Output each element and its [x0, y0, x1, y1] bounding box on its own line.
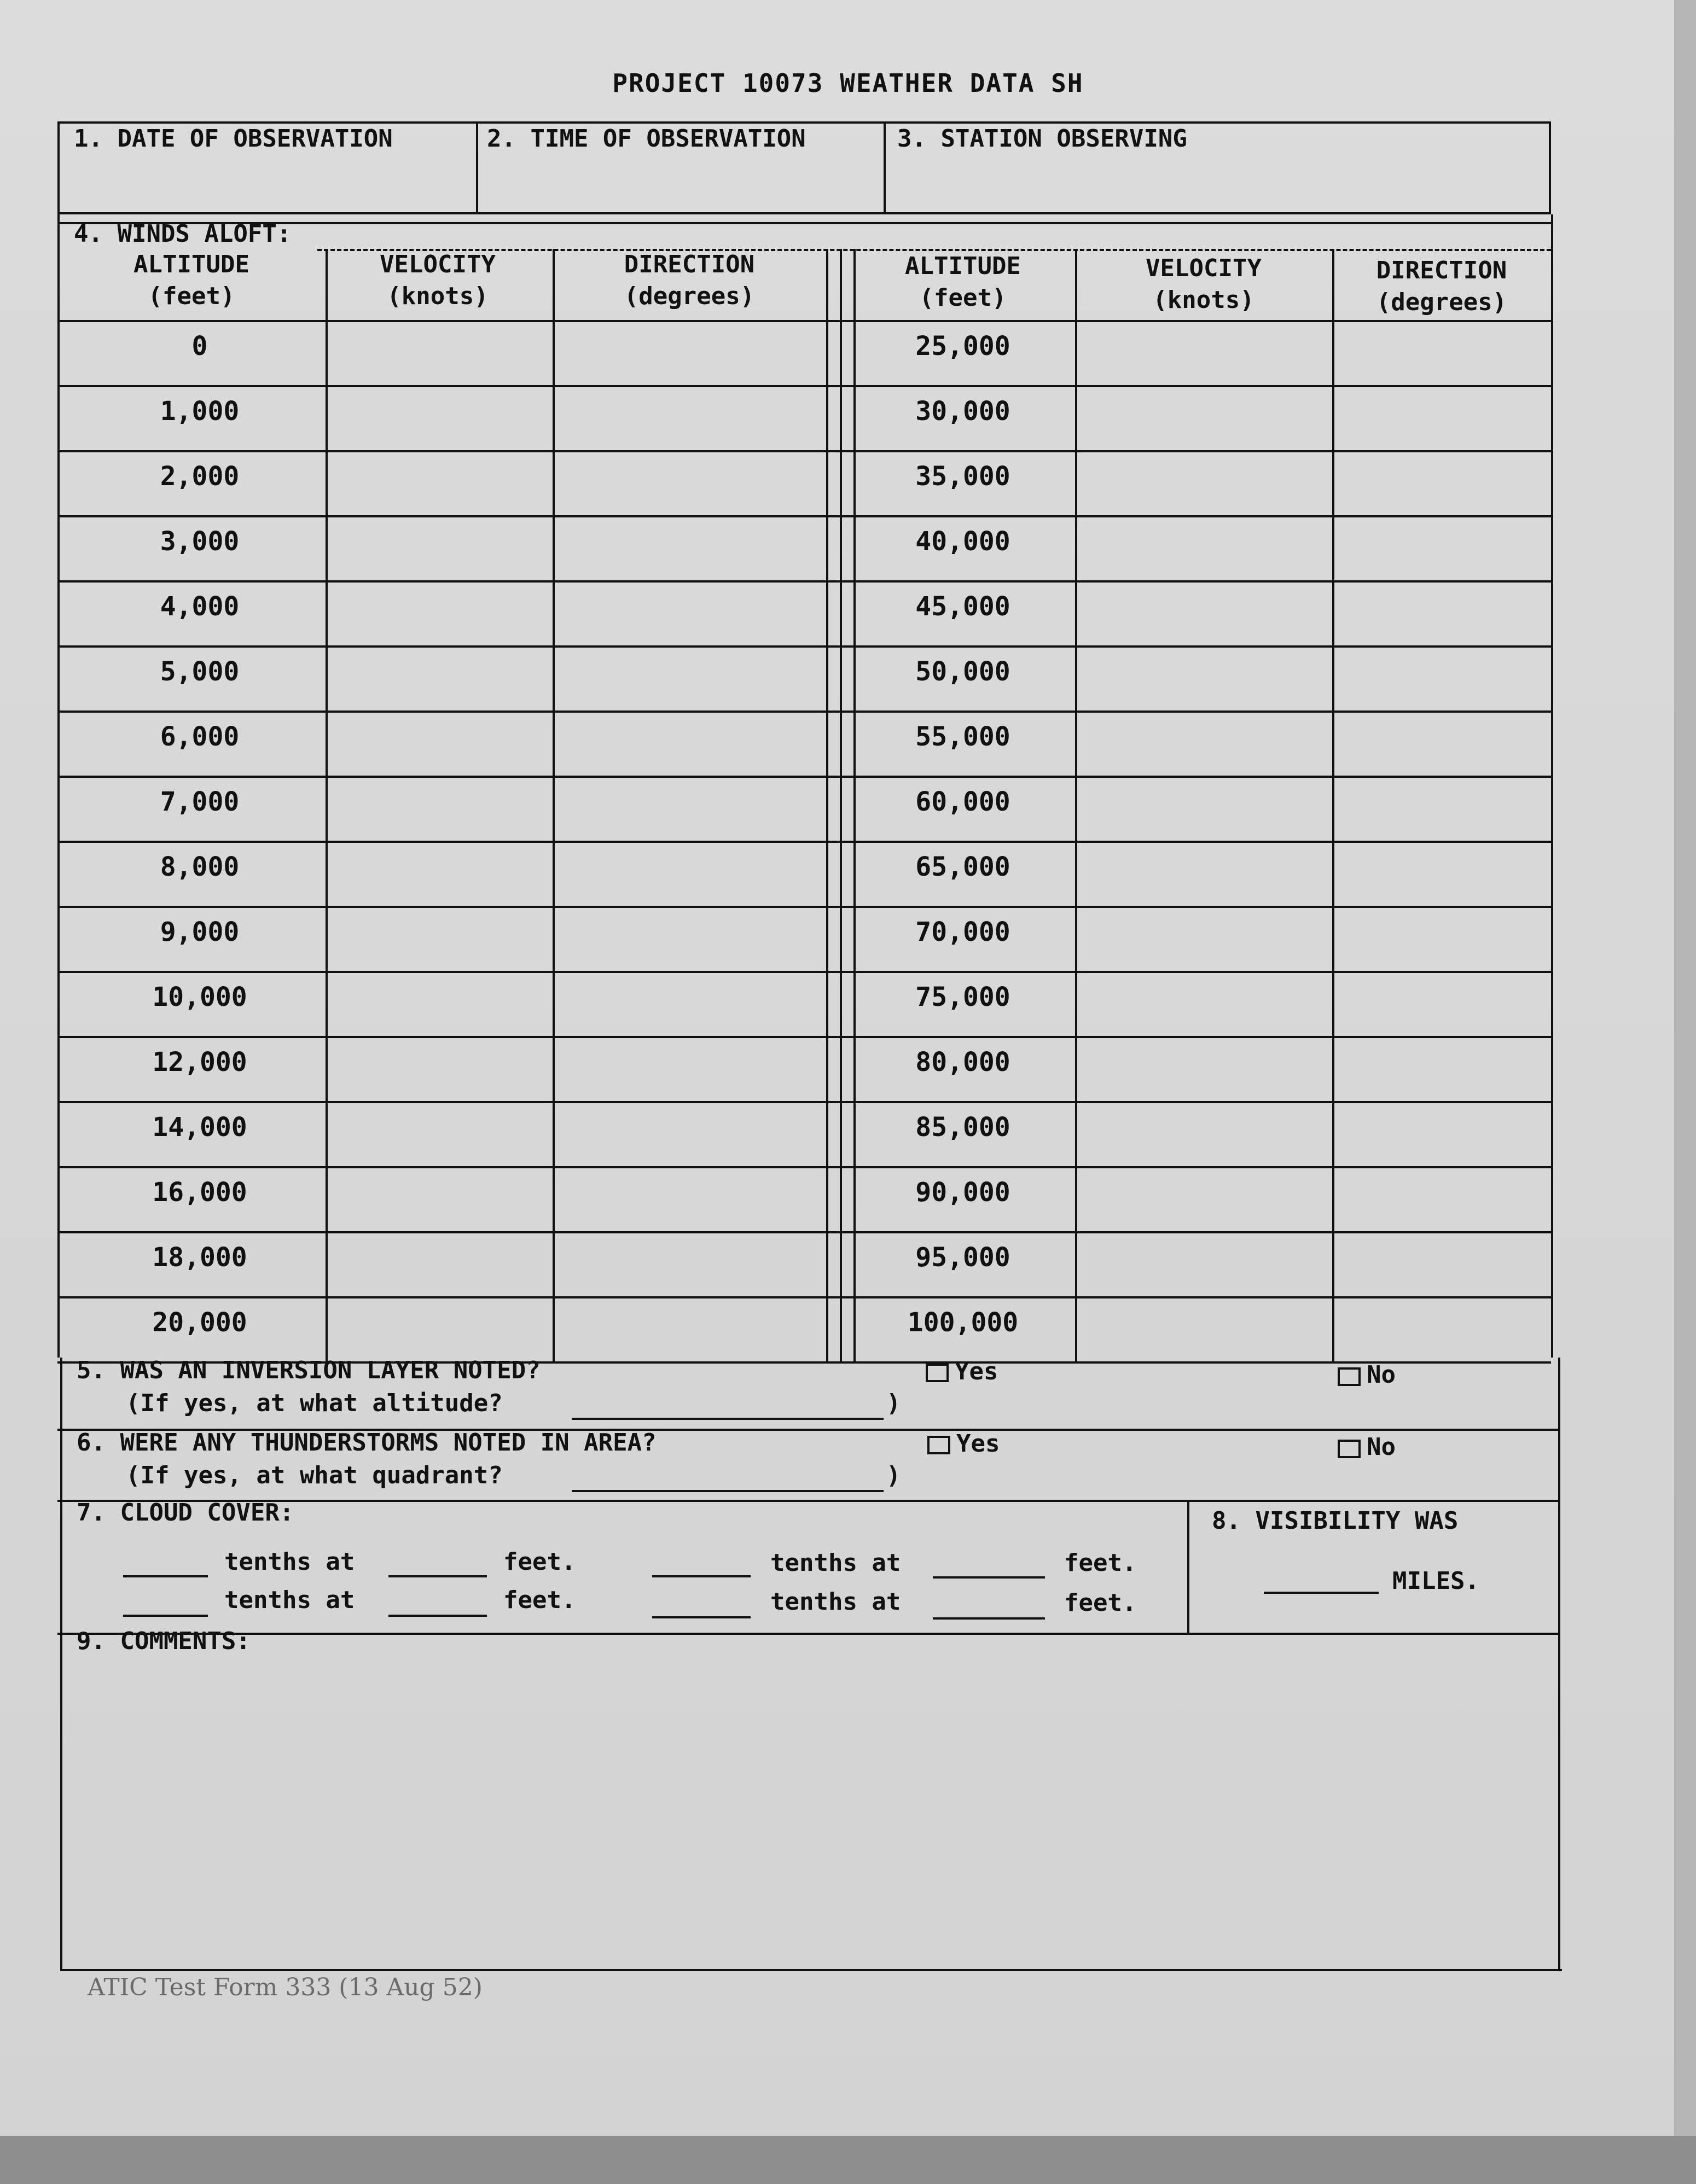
direction-header-right-line2: (degrees): [1376, 288, 1507, 316]
direction-left-cell[interactable]: [555, 517, 823, 582]
direction-right-cell[interactable]: [1335, 843, 1548, 907]
inversion-yes-label: Yes: [955, 1358, 998, 1385]
direction-left-cell[interactable]: [555, 908, 823, 972]
winds-column-line: [1332, 249, 1334, 1361]
comments-bottom-line: [60, 1969, 1562, 1971]
velocity-right-cell[interactable]: [1078, 452, 1329, 517]
altitude-right-cell: 100,000: [907, 1307, 1019, 1338]
cloud-feet-2: feet.: [1064, 1549, 1137, 1577]
velocity-right-cell[interactable]: [1078, 1298, 1329, 1363]
direction-left-cell[interactable]: [555, 387, 823, 452]
velocity-right-cell[interactable]: [1078, 908, 1329, 972]
altitude-left-cell: 3,000: [160, 526, 240, 557]
thunder-sub: (If yes, at what quadrant?: [126, 1461, 503, 1489]
direction-right-cell[interactable]: [1335, 1038, 1548, 1103]
velocity-right-cell[interactable]: [1078, 843, 1329, 907]
winds-aloft-label: 4. WINDS ALOFT:: [74, 220, 292, 248]
velocity-left-cell[interactable]: [328, 387, 550, 452]
thunder-yes-label: Yes: [956, 1430, 1000, 1458]
scan-edge-bottom: [0, 2136, 1696, 2184]
cloud-tenths-at-2: tenths at: [770, 1549, 901, 1577]
direction-right-cell[interactable]: [1335, 322, 1548, 387]
altitude-left-cell: 1,000: [160, 396, 240, 427]
cloud-tenths-blank-3[interactable]: [123, 1615, 208, 1617]
direction-header-left-line1: DIRECTION: [624, 251, 755, 278]
direction-right-cell[interactable]: [1335, 1168, 1548, 1233]
altitude-right-cell: 50,000: [915, 656, 1010, 687]
altitude-left-cell: 16,000: [152, 1177, 247, 1208]
altitude-header-right-line1: ALTITUDE: [905, 252, 1021, 280]
cloud-bottom-line: [57, 1633, 1559, 1635]
velocity-left-cell[interactable]: [328, 648, 550, 712]
cloud-feet-blank-2[interactable]: [933, 1576, 1045, 1579]
altitude-right-cell: 75,000: [915, 982, 1010, 1012]
altitude-right-cell: 65,000: [915, 852, 1010, 882]
winds-column-line: [1075, 249, 1077, 1361]
direction-right-cell[interactable]: [1335, 648, 1548, 712]
velocity-header-right-line1: VELOCITY: [1146, 254, 1262, 282]
velocity-right-cell[interactable]: [1078, 973, 1329, 1038]
altitude-header-left: [60, 249, 323, 312]
velocity-left-cell[interactable]: [328, 1298, 550, 1363]
cloud-visibility-divider: [1187, 1500, 1189, 1634]
velocity-right-cell[interactable]: [1078, 583, 1329, 647]
velocity-left-cell[interactable]: [328, 1038, 550, 1103]
velocity-right-cell[interactable]: [1078, 517, 1329, 582]
direction-left-cell[interactable]: [555, 1168, 823, 1233]
altitude-left-cell: 0: [191, 331, 208, 362]
direction-header-left: [553, 249, 826, 312]
inversion-sub: (If yes, at what altitude?: [126, 1389, 503, 1417]
velocity-header-left: [323, 249, 553, 312]
altitude-header-right-line2: (feet): [919, 284, 1007, 312]
altitude-left-cell: 18,000: [152, 1242, 247, 1273]
altitude-right-cell: 40,000: [915, 526, 1010, 557]
direction-left-cell[interactable]: [555, 843, 823, 907]
station-observing-label: 3. STATION OBSERVING: [897, 125, 1187, 153]
inversion-close: ): [886, 1389, 901, 1417]
direction-left-cell[interactable]: [555, 973, 823, 1038]
cloud-tenths-blank-2[interactable]: [652, 1575, 751, 1577]
visibility-label: 8. VISIBILITY WAS: [1212, 1507, 1459, 1535]
direction-left-cell[interactable]: [555, 648, 823, 712]
date-of-observation-label: 1. DATE OF OBSERVATION: [74, 125, 393, 153]
comments-label: 9. COMMENTS:: [77, 1627, 251, 1655]
direction-left-cell[interactable]: [555, 1103, 823, 1168]
altitude-left-cell: 4,000: [160, 591, 240, 622]
altitude-right-cell: 55,000: [915, 721, 1010, 752]
altitude-right-cell: 30,000: [915, 396, 1010, 427]
altitude-right-cell: 60,000: [915, 787, 1010, 817]
velocity-header-left-line1: VELOCITY: [380, 251, 496, 278]
altitude-left-cell: 10,000: [152, 982, 247, 1012]
altitude-right-cell: 25,000: [915, 331, 1010, 362]
direction-right-cell[interactable]: [1335, 1103, 1548, 1168]
cloud-feet-blank-4[interactable]: [933, 1617, 1045, 1620]
altitude-header-right: [853, 251, 1072, 314]
altitude-left-cell: 7,000: [160, 787, 240, 817]
altitude-header-left-line1: ALTITUDE: [133, 251, 249, 278]
velocity-right-cell[interactable]: [1078, 1168, 1329, 1233]
velocity-left-cell[interactable]: [328, 452, 550, 517]
header-divider-2: [884, 121, 886, 214]
velocity-left-cell[interactable]: [328, 973, 550, 1038]
altitude-right-cell: 80,000: [915, 1047, 1010, 1078]
altitude-left-cell: 12,000: [152, 1047, 247, 1078]
direction-left-cell[interactable]: [555, 778, 823, 842]
inversion-no-checkbox[interactable]: [1338, 1367, 1361, 1386]
cloud-feet-blank-3[interactable]: [388, 1615, 487, 1617]
velocity-right-cell[interactable]: [1078, 387, 1329, 452]
visibility-miles-blank[interactable]: [1264, 1592, 1379, 1594]
cloud-tenths-blank-1[interactable]: [123, 1575, 208, 1577]
direction-left-cell[interactable]: [555, 322, 823, 387]
velocity-left-cell[interactable]: [328, 713, 550, 777]
velocity-right-cell[interactable]: [1078, 648, 1329, 712]
time-of-observation-label: 2. TIME OF OBSERVATION: [487, 125, 806, 153]
inversion-altitude-blank[interactable]: [572, 1418, 884, 1420]
cloud-feet-blank-1[interactable]: [388, 1575, 487, 1577]
scan-edge-right: [1674, 0, 1696, 2136]
form-title: PROJECT 10073 WEATHER DATA SH: [612, 68, 1084, 98]
cloud-tenths-at-3: tenths at: [224, 1586, 355, 1614]
altitude-right-cell: 35,000: [915, 461, 1010, 492]
direction-right-cell[interactable]: [1335, 908, 1548, 972]
velocity-left-cell[interactable]: [328, 517, 550, 582]
direction-left-cell[interactable]: [555, 1298, 823, 1363]
inversion-no-label: No: [1367, 1361, 1396, 1389]
direction-right-cell[interactable]: [1335, 387, 1548, 452]
cloud-cover-label: 7. CLOUD COVER:: [77, 1499, 294, 1527]
form-number-footer: ATIC Test Form 333 (13 Aug 52): [88, 1973, 483, 2001]
direction-right-cell[interactable]: [1335, 778, 1548, 842]
altitude-right-cell: 85,000: [915, 1112, 1010, 1143]
thunder-no-label: No: [1367, 1433, 1396, 1461]
direction-left-cell[interactable]: [555, 713, 823, 777]
thunder-yes-checkbox[interactable]: [927, 1436, 950, 1454]
altitude-left-cell: 9,000: [160, 917, 240, 947]
velocity-left-cell[interactable]: [328, 843, 550, 907]
thunder-question: 6. WERE ANY THUNDERSTORMS NOTED IN AREA?: [77, 1429, 657, 1457]
altitude-left-cell: 6,000: [160, 721, 240, 752]
altitude-left-cell: 2,000: [160, 461, 240, 492]
altitude-right-cell: 45,000: [915, 591, 1010, 622]
visibility-unit: MILES.: [1392, 1567, 1479, 1595]
velocity-header-right: [1075, 253, 1332, 316]
direction-right-cell[interactable]: [1335, 452, 1548, 517]
direction-header-right: [1332, 255, 1551, 318]
velocity-left-cell[interactable]: [328, 1103, 550, 1168]
direction-right-cell[interactable]: [1335, 583, 1548, 647]
velocity-header-left-line2: (knots): [387, 282, 489, 310]
velocity-right-cell[interactable]: [1078, 1233, 1329, 1298]
cloud-tenths-at-1: tenths at: [224, 1548, 355, 1576]
winds-column-line: [553, 249, 555, 1361]
direction-left-cell[interactable]: [555, 452, 823, 517]
lower-right-border: [1558, 1358, 1560, 1970]
cloud-tenths-blank-4[interactable]: [652, 1616, 751, 1618]
velocity-left-cell[interactable]: [328, 1168, 550, 1233]
direction-right-cell[interactable]: [1335, 713, 1548, 777]
thunder-close: ): [886, 1461, 901, 1489]
thunder-no-checkbox[interactable]: [1338, 1440, 1361, 1458]
thunder-quadrant-blank[interactable]: [572, 1490, 884, 1492]
direction-right-cell[interactable]: [1335, 973, 1548, 1038]
direction-right-cell[interactable]: [1335, 1233, 1548, 1298]
direction-right-cell[interactable]: [1335, 1298, 1548, 1363]
altitude-left-cell: 20,000: [152, 1307, 247, 1338]
cloud-feet-1: feet.: [503, 1548, 576, 1576]
altitude-left-cell: 14,000: [152, 1112, 247, 1143]
winds-column-line: [826, 249, 828, 1361]
lower-left-border: [60, 1358, 62, 1970]
altitude-left-cell: 8,000: [160, 852, 240, 882]
velocity-left-cell[interactable]: [328, 583, 550, 647]
velocity-right-cell[interactable]: [1078, 322, 1329, 387]
velocity-header-right-line2: (knots): [1153, 286, 1254, 314]
velocity-left-cell[interactable]: [328, 1233, 550, 1298]
direction-left-cell[interactable]: [555, 1233, 823, 1298]
winds-column-line: [840, 249, 842, 1361]
cloud-tenths-at-4: tenths at: [770, 1588, 901, 1616]
velocity-left-cell[interactable]: [328, 908, 550, 972]
velocity-left-cell[interactable]: [328, 322, 550, 387]
direction-left-cell[interactable]: [555, 583, 823, 647]
header-divider-1: [476, 121, 478, 214]
velocity-right-cell[interactable]: [1078, 778, 1329, 842]
winds-column-line: [853, 249, 856, 1361]
altitude-right-cell: 90,000: [915, 1177, 1010, 1208]
altitude-right-cell: 70,000: [915, 917, 1010, 947]
winds-right-border: [1551, 214, 1553, 1358]
cloud-feet-3: feet.: [503, 1586, 576, 1614]
direction-right-cell[interactable]: [1335, 517, 1548, 582]
inversion-yes-checkbox[interactable]: [926, 1364, 949, 1382]
altitude-header-left-line2: (feet): [148, 282, 235, 310]
altitude-left-cell: 5,000: [160, 656, 240, 687]
altitude-right-cell: 95,000: [915, 1242, 1010, 1273]
direction-header-left-line2: (degrees): [624, 282, 755, 310]
velocity-left-cell[interactable]: [328, 778, 550, 842]
direction-header-right-line1: DIRECTION: [1376, 257, 1507, 284]
inversion-question: 5. WAS AN INVERSION LAYER NOTED?: [77, 1356, 541, 1384]
winds-column-line: [326, 249, 328, 1361]
direction-left-cell[interactable]: [555, 1038, 823, 1103]
cloud-feet-4: feet.: [1064, 1589, 1137, 1617]
velocity-right-cell[interactable]: [1078, 1103, 1329, 1168]
velocity-right-cell[interactable]: [1078, 713, 1329, 777]
velocity-right-cell[interactable]: [1078, 1038, 1329, 1103]
